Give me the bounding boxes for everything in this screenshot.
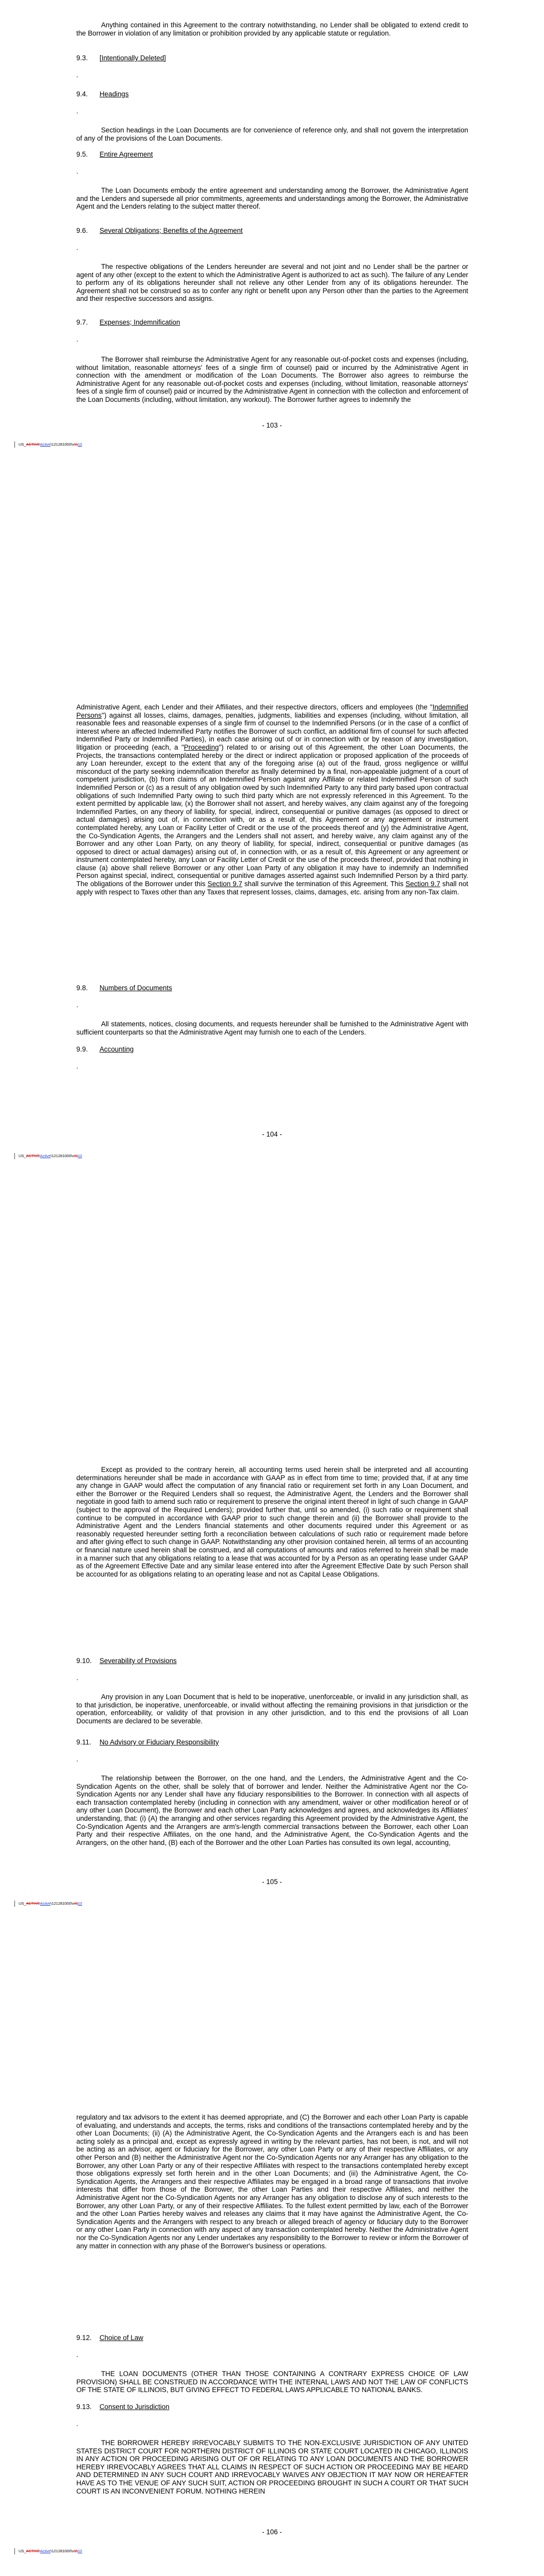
text-run: ") against all losses, claims, damages, penalties, judgments, liabilities and expenses (including, without limitation, all reasonable fees and reasonable expenses of a single firm of counsel to the Indemnified Persons (or in the case of a conflict of interest where an affected Indemnified Party notifies the Borrower of such conflict, an additional firm of counsel for such affected Indemnified Party or Indemnified Parties), in each case arising out of or in connection with or by reason of any investigation, litigation or proceeding (each, a " bbox=[76, 711, 468, 751]
section-number: 9.8. bbox=[76, 984, 88, 992]
paragraph-indemnification bbox=[76, 703, 468, 896]
text-run: shall not apply with respect to Taxes other than any Taxes that represent losses, claims, damages, etc. arising from any non-Tax claim. bbox=[76, 880, 468, 896]
paragraph-severability: Any provision in any Loan Document that is held to be inoperative, unenforceable, or invalid in any jurisdiction shall, as to that jurisdiction, be inoperative, unenforceable, or invalid without affecting the remaining provisions in that jurisdiction or the operation, enforceability, or validity of that provision in any other jurisdiction, and to this end the provisions of all Loan Documents are declared to be severable. bbox=[76, 1693, 468, 1725]
section-title: Expenses; Indemnification bbox=[100, 318, 180, 326]
footer-inserted-text: Active bbox=[40, 1154, 51, 1158]
text-run: ") related to or arising out of this Agreement, the other Loan Documents, the Projects, the transactions contemplated hereby or the direct or indirect application or proposed application of the proceeds of any Loan hereunder, except to the extent that any of the foregoing arise (a) out of the fraud, gross negligence or willful misconduct of the party seeking indemnification therefor as finally determined by a final, non-appealable judgment of a court of competent jurisdiction, (b) from claims of an Indemnified Person against any Affiliate or related Indemnified Person of such Indemnified Person or (c) as a result of any obligation owed by such Indemnified Party to any third party based upon contractual obligations of such Indemnified Party owing to such third party which are not expressly referenced in this Agreement. To the extent permitted by applicable law, (x) the Borrower shall not assert, and hereby waives, any claim against any of the foregoing Indemnified Parties, on any theory of liability, for special, indirect, consequential or punitive damages (as opposed to direct or actual damages) arising out of, in connection with, or as a result of, this Agreement or any agreement or instrument contemplated hereby, any Loan or Facility Letter of Credit or the use of the proceeds thereof and (y) the Administrative Agent, the Co-Syndication Agents, the Arrangers and the Lenders shall not assert, and hereby waive, any claim against any of the Borrower and any other Loan Party, on any theory of liability, for special, indirect, consequential or punitive damages (as opposed to direct or actual damages) arising out of, in connection with, or as a result of, this Agreement or any agreement or instrument contemplated hereby, any Loan or Facility Letter of Credit or the use of the proceeds thereof, provided that nothing in clause (a) above shall relieve Borrower or any other Loan Party of any obligation it may have to indemnify an Indemnified Person against special, indirect, consequential or punitive damages asserted against such Indemnified Person by a third party. The obligations of the Borrower under this bbox=[76, 743, 468, 888]
footer-inserted-text: Active bbox=[40, 442, 51, 447]
spacer-dot: . bbox=[76, 335, 78, 343]
section-9-11-body bbox=[76, 1774, 468, 1846]
section-number: 9.3. bbox=[76, 54, 88, 62]
footer-deleted-text: ACTIVE bbox=[26, 1901, 40, 1906]
section-title: Consent to Jurisdiction bbox=[100, 2403, 170, 2411]
footer-doc-id: \121281000\v bbox=[51, 2549, 74, 2553]
section-9-11-heading bbox=[76, 1738, 219, 1747]
page-number: - 105 - bbox=[262, 1878, 282, 1886]
section-title: Choice of Law bbox=[100, 2334, 143, 2342]
page-103-content bbox=[76, 21, 468, 37]
paragraph-no-fiduciary: The relationship between the Borrower, on the one hand, and the Lenders, the Administrative Agent and the Co-Syndication Agents on the other, shall be solely that of borrower and lender. Neither the Administrative Agent nor the Co-Syndication Agents nor any Lender shall have any fiduciary responsibilities to the Borrower. In connection with all aspects of each transaction contemplated hereby (including in connection with any amendment, waiver or other modification hereof or of any other Loan Document), the Borrower and each other Loan Party acknowledges and agrees, and acknowledges its Affiliates' understanding, that: (i) (A) the arranging and other services regarding this Agreement provided by the Administrative Agent, the Co-Syndication Agents and the Arrangers are arm's-length commercial transactions between the Borrower, each other Loan Party and their respective Affiliates, on the one hand, and the Administrative Agent, the Co-Syndication Agents and the Arrangers, on the other hand, (B) each of the Borrower and the other Loan Parties has consulted its own legal, accounting, bbox=[76, 1774, 468, 1846]
section-number: 9.13. bbox=[76, 2403, 92, 2411]
page-104 bbox=[0, 703, 544, 1406]
paragraph-advisors-continued: regulatory and tax advisors to the extent it has deemed appropriate, and (C) the Borrower and each other Loan Party is capable of evaluating, and understands and accepts, the terms, risks and conditions of the transactions contemplated hereby and by the other Loan Documents; (ii) (A) the Administrative Agent, the Co-Syndication Agents and the Arrangers each is and has been acting solely as a principal and, except as expressly agreed in writing by the relevant parties, has not been, is not, and will not be acting as an advisor, agent or fiduciary for the Borrower, any other Loan Party or any of their respective Affiliates, or any other Person and (B) neither the Administrative Agent nor the Co-Syndication Agents nor any Arranger has any obligation to the Borrower, any other Loan Party or any of their respective Affiliates with respect to the transactions contemplated hereby except those obligations expressly set forth herein and in the other Loan Documents; and (iii) the Administrative Agent, the Co-Syndication Agents, the Arrangers and their respective Affiliates may be engaged in a broad range of transactions that involve interests that differ from those of the Borrower, the other Loan Parties and their respective Affiliates, and neither the Administrative Agent nor the Co-Syndication Agents nor any Arranger has any obligation to disclose any of such interests to the Borrower, any other Loan Party, or any of their respective Affiliates. To the fullest extent permitted by law, each of the Borrower and the other Loan Parties hereby waives and releases any claims that it may have against the Administrative Agent, the Co-Syndication Agents and the Arrangers with respect to any breach or alleged breach of agency or fiduciary duty to the Borrower or any other Loan Party in connection with any aspect of any transaction contemplated hereby. Neither the Administrative Agent nor the Co-Syndication Agents nor any Lender undertakes any responsibility to the Borrower to review or inform the Borrower of any matter in connection with any phase of the Borrower's business or operations. bbox=[76, 2113, 468, 2250]
section-9-4-body bbox=[76, 126, 468, 142]
document-footer bbox=[19, 442, 82, 447]
section-9-5-heading bbox=[76, 150, 153, 159]
footer-deleted-version: 11 bbox=[74, 442, 78, 447]
paragraph-numbers-of-documents: All statements, notices, closing documents, and requests hereunder shall be furnished to the Administrative Agent with sufficient counterparts so that the Administrative Agent may furnish one to each of the Lenders. bbox=[76, 1020, 468, 1036]
section-9-8-heading bbox=[76, 984, 172, 992]
footer-inserted-text: Active bbox=[40, 2549, 51, 2553]
paragraph-choice-of-law: THE LOAN DOCUMENTS (OTHER THAN THOSE CONTAINING A CONTRARY EXPRESS CHOICE OF LAW PROVISION) SHALL BE CONSTRUED IN ACCORDANCE WITH THE INTERNAL LAWS AND NOT THE LAW OF CONFLICTS OF THE STATE OF ILLINOIS, BUT GIVING EFFECT TO FEDERAL LAWS APPLICABLE TO NATIONAL BANKS. bbox=[76, 2370, 468, 2394]
text-run: shall survive the termination of this Agreement. This bbox=[242, 880, 406, 888]
spacer-dot: . bbox=[76, 1674, 78, 1682]
spacer-dot: . bbox=[76, 1755, 78, 1763]
page-number: - 104 - bbox=[262, 1130, 282, 1138]
section-9-7-heading bbox=[76, 318, 180, 327]
section-title: Headings bbox=[100, 90, 129, 98]
change-bar bbox=[14, 442, 15, 448]
footer-deleted-version: 11 bbox=[74, 2549, 78, 2553]
footer-inserted-version: 10 bbox=[77, 2549, 83, 2553]
section-reference: Section 9.7 bbox=[207, 880, 242, 888]
page-105-content bbox=[76, 1466, 468, 1578]
spacer-dot: . bbox=[76, 2420, 78, 2428]
section-9-5-body bbox=[76, 187, 468, 211]
page-106-content bbox=[76, 2113, 468, 2250]
defined-term-proceeding: Proceeding bbox=[184, 743, 219, 751]
paragraph-consent-to-jurisdiction: THE BORROWER HEREBY IRREVOCABLY SUBMITS TO THE NON-EXCLUSIVE JURISDICTION OF ANY UNITED STATES DISTRICT COURT FOR NORTHERN DISTRICT OF ILLINOIS OR STATE COURT LOCATED IN CHICAGO, ILLINOIS IN ANY ACTION OR PROCEEDING ARISING OUT OF OR RELATING TO ANY LOAN DOCUMENTS AND THE BORROWER HEREBY IRREVOCABLY AGREES THAT ALL CLAIMS IN RESPECT OF SUCH ACTION OR PROCEEDING MAY BE HEARD AND DETERMINED IN ANY SUCH COURT AND IRREVOCABLY WAIVES ANY OBJECTION IT MAY NOW OR HEREAFTER HAVE AS TO THE VENUE OF ANY SUCH SUIT, ACTION OR PROCEEDING BROUGHT IN SUCH A COURT OR THAT SUCH COURT IS AN INCONVENIENT FORUM. NOTHING HEREIN bbox=[76, 2439, 468, 2495]
section-9-12-heading bbox=[76, 2334, 143, 2342]
spacer-dot: . bbox=[76, 1001, 78, 1009]
section-9-8-body bbox=[76, 1020, 468, 1036]
section-number: 9.12. bbox=[76, 2334, 92, 2342]
document-footer bbox=[19, 2549, 82, 2554]
page-104-content bbox=[76, 703, 468, 896]
footer-doc-id: \121281000\v bbox=[51, 1154, 74, 1158]
text-run: Administrative Agent, each Lender and their Affiliates, and their respective directors, officers and employees (the " bbox=[76, 703, 433, 711]
spacer-dot: . bbox=[76, 167, 78, 175]
footer-inserted-text: Active bbox=[40, 1901, 51, 1906]
section-title: Several Obligations; Benefits of the Agreement bbox=[100, 227, 243, 234]
paragraph-accounting: Except as provided to the contrary herein, all accounting terms used herein shall be interpreted and all accounting determinations hereunder shall be made in accordance with GAAP as in effect from time to time; provided that, if at any time any change in GAAP would affect the computation of any financial ratio or requirement set forth in any Loan Document, and either the Borrower or the Required Lenders shall so request, the Administrative Agent, the Lenders and the Borrower shall negotiate in good faith to amend such ratio or requirement to preserve the original intent thereof in light of such change in GAAP (subject to the approval of the Required Lenders); provided further that, until so amended, (i) such ratio or requirement shall continue to be computed in accordance with GAAP prior to such change therein and (ii) the Borrower shall provide to the Administrative Agent and the Lenders financial statements and other documents required under this Agreement or as reasonably requested hereunder setting forth a reconciliation between calculations of such ratio or requirement made before and after giving effect to such change in GAAP. Notwithstanding any other provision contained herein, all terms of an accounting or financial nature used herein shall be construed, and all computations of amounts and ratios referred to herein shall be made in a manner such that any obligations relating to a lease that was accounted for by a Person as an operating lease under GAAP as of the Agreement Effective Date and any similar lease entered into after the Agreement Effective Date by such Person shall be accounted for as obligations relating to an operating lease and not as Capital Lease Obligations. bbox=[76, 1466, 468, 1578]
spacer-dot: . bbox=[76, 2351, 78, 2359]
footer-inserted-version: 10 bbox=[77, 1154, 83, 1158]
section-9-6-body bbox=[76, 263, 468, 303]
section-9-13-heading bbox=[76, 2403, 169, 2411]
page-number: - 103 - bbox=[262, 421, 282, 429]
footer-prefix: US_ bbox=[19, 442, 26, 447]
paragraph-headings: Section headings in the Loan Documents are for convenience of reference only, and shall not govern the interpretation of any of the provisions of the Loan Documents. bbox=[76, 126, 468, 142]
page-103 bbox=[0, 0, 544, 703]
page-number: - 106 - bbox=[262, 2528, 282, 2536]
footer-deleted-text: ACTIVE bbox=[26, 442, 40, 447]
section-number: 9.10. bbox=[76, 1657, 92, 1665]
section-reference: Section 9.7 bbox=[405, 880, 440, 888]
paragraph-expenses: The Borrower shall reimburse the Administrative Agent for any reasonable out-of-pocket costs and expenses (including, without limitation, reasonable attorneys' fees of a single firm of counsel) paid or incurred by the Administrative Agent in connection with the amendment or modification of the Loan Documents. The Borrower also agrees to reimburse the Administrative Agent for any reasonable out-of-pocket costs and expenses (including, without limitation, reasonable attorneys' fees of a single firm of counsel) paid or incurred by the Administrative Agent in connection with the collection and enforcement of the Loan Documents (including, without limitation, any workout). The Borrower further agrees to indemnify the bbox=[76, 355, 468, 403]
page-105 bbox=[0, 1406, 544, 2110]
footer-doc-id: \121281000\v bbox=[51, 442, 74, 447]
section-9-10-body bbox=[76, 1693, 468, 1725]
footer-deleted-text: ACTIVE bbox=[26, 2549, 40, 2553]
section-title: Accounting bbox=[100, 1045, 134, 1053]
document-footer bbox=[19, 1154, 82, 1159]
section-9-9-heading bbox=[76, 1045, 134, 1054]
section-9-3-heading bbox=[76, 54, 166, 62]
footer-inserted-version: 10 bbox=[77, 442, 83, 447]
change-bar bbox=[14, 1153, 15, 1159]
section-9-4-heading bbox=[76, 90, 129, 98]
section-number: 9.9. bbox=[76, 1045, 88, 1053]
paragraph-credit-limitation: Anything contained in this Agreement to the contrary notwithstanding, no Lender shall be obligated to extend credit to the Borrower in violation of any limitation or prohibition provided by any applicable statute or regulation. bbox=[76, 21, 468, 37]
footer-prefix: US_ bbox=[19, 1154, 26, 1158]
section-title: Entire Agreement bbox=[100, 150, 153, 158]
section-9-7-body bbox=[76, 355, 468, 404]
section-9-13-body bbox=[76, 2439, 468, 2495]
section-title: Severability of Provisions bbox=[100, 1657, 177, 1665]
section-number: 9.7. bbox=[76, 318, 88, 326]
footer-deleted-version: 11 bbox=[74, 1154, 78, 1158]
change-bar bbox=[14, 1901, 15, 1907]
spacer-dot: . bbox=[76, 71, 78, 79]
section-title: Numbers of Documents bbox=[100, 984, 172, 992]
section-9-12-body bbox=[76, 2370, 468, 2394]
footer-doc-id: \121281000\v bbox=[51, 1901, 74, 1906]
section-number: 9.4. bbox=[76, 90, 88, 98]
document-footer bbox=[19, 1901, 82, 1906]
footer-deleted-version: 11 bbox=[74, 1901, 78, 1906]
spacer-dot: . bbox=[76, 1062, 78, 1070]
section-title: [Intentionally Deleted] bbox=[100, 54, 166, 62]
section-number: 9.5. bbox=[76, 150, 88, 158]
defined-term-indemnified-persons: Indemnified Persons bbox=[76, 703, 468, 719]
paragraph-entire-agreement: The Loan Documents embody the entire agreement and understanding among the Borrower, the Administrative Agent and the Lenders and supersede all prior commitments, agreements and understandings among the Borrower, the Administrative Agent and the Lenders relating to the subject matter thereof. bbox=[76, 187, 468, 211]
section-title: No Advisory or Fiduciary Responsibility bbox=[100, 1738, 219, 1746]
footer-prefix: US_ bbox=[19, 2549, 26, 2553]
section-number: 9.6. bbox=[76, 227, 88, 234]
spacer-dot: . bbox=[76, 107, 78, 115]
section-9-6-heading bbox=[76, 227, 243, 235]
section-number: 9.11. bbox=[76, 1738, 91, 1746]
page-106 bbox=[0, 2110, 544, 2576]
section-9-10-heading bbox=[76, 1657, 177, 1665]
footer-deleted-text: ACTIVE bbox=[26, 1154, 40, 1158]
change-bar bbox=[14, 2548, 15, 2554]
footer-prefix: US_ bbox=[19, 1901, 26, 1906]
spacer-dot: . bbox=[76, 244, 78, 251]
footer-inserted-version: 10 bbox=[77, 1901, 83, 1906]
paragraph-several-obligations: The respective obligations of the Lenders hereunder are several and not joint and no Lender shall be the partner or agent of any other (except to the extent to which the Administrative Agent is authorized to act as such). The failure of any Lender to perform any of its obligations hereunder shall not relieve any other Lender from any of its obligations hereunder. The Agreement shall not be construed so as to confer any right or benefit upon any Person other than the parties to the Agreement and their respective successors and assigns. bbox=[76, 263, 468, 303]
